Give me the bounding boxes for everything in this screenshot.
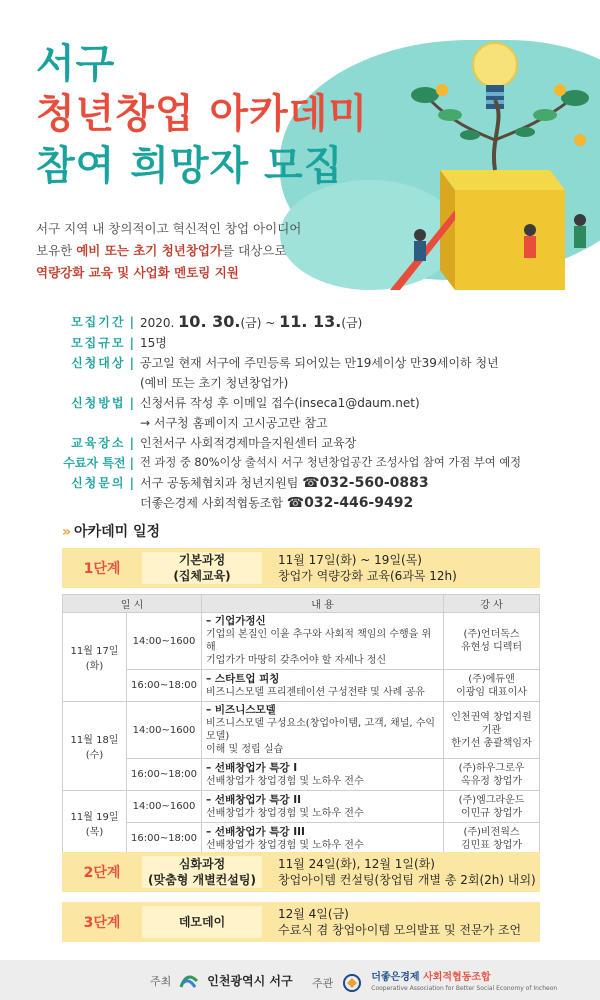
- schedule-table: [62, 594, 540, 855]
- content-title: – 비즈니스모델: [206, 704, 276, 716]
- stage-2-label: 2단계: [83, 865, 121, 881]
- table-row: [63, 791, 540, 823]
- instructor-name: 김민표 창업가: [460, 839, 523, 851]
- stage-2-name: [142, 856, 262, 888]
- table-row: [63, 759, 540, 791]
- header-content: 내 용: [202, 595, 444, 613]
- stage-2-name-2: (맞춤형 개별컨설팅): [148, 873, 256, 887]
- contact-org-2: 더좋은경제 사회적협동조합: [140, 496, 287, 510]
- content-desc-1: 선배창업가 창업경험 및 노하우 전수: [206, 839, 364, 851]
- period-year: 2020.: [140, 316, 179, 330]
- info-contact: [40, 473, 580, 513]
- content-desc-1: 기업의 본질인 이윤 추구와 사회적 책임의 수행을 위해: [206, 629, 432, 653]
- period-end-day: (금): [341, 316, 363, 330]
- instructor-cell: [444, 702, 540, 759]
- stage-3-desc: [262, 906, 540, 938]
- table-row: [63, 823, 540, 855]
- stage-3-banner: [62, 902, 540, 942]
- organizer-name: [371, 972, 557, 994]
- organizer-info: [312, 972, 557, 994]
- time-cell: 16:00~18:00: [127, 759, 202, 791]
- content-cell: [202, 702, 444, 759]
- stage-1-label: 1단계: [83, 561, 121, 577]
- method-line-1: 신청서류 작성 후 이메일 접수(inseca1@daum.net): [140, 396, 420, 410]
- period-value: [140, 312, 580, 333]
- contact-label: 신청문의 |: [40, 473, 140, 513]
- time-cell: 14:00~1600: [127, 613, 202, 670]
- period-end: 11. 13.: [279, 312, 342, 331]
- instructor-org: 인천권역 창업지원기관: [451, 711, 532, 736]
- info-scale: [40, 333, 580, 353]
- title-line-1: 서구: [36, 41, 116, 87]
- content-title: – 선배창업가 특강 III: [206, 825, 305, 838]
- contact-org-1: 서구 공동체협치과 청년지원팀: [140, 476, 303, 490]
- info-target: [40, 353, 580, 393]
- host-info: [150, 972, 293, 989]
- info-place: [40, 433, 580, 453]
- stage-1-name-2: (집체교육): [173, 569, 231, 583]
- content-cell: [202, 670, 444, 702]
- header-date: 일 시: [63, 595, 202, 613]
- title-line-3: 참여 희망자 모집: [36, 143, 344, 189]
- stage-3-label: 3단계: [83, 915, 121, 931]
- stage-2-name-1: 심화과정: [178, 857, 226, 871]
- header-instructor: 강 사: [444, 595, 540, 613]
- intro-emphasis: 예비 또는 초기 청년창업가: [76, 243, 223, 258]
- stage-3-name-1: 데모데이: [178, 915, 226, 929]
- time-cell: 14:00~1600: [127, 791, 202, 823]
- contact-phone-1: ☎032-560-0883: [302, 475, 429, 491]
- recruit-info: [40, 312, 580, 513]
- time-cell: 16:00~18:00: [127, 670, 202, 702]
- instructor-org: (주)비전웍스: [463, 826, 520, 838]
- table-row: [63, 613, 540, 670]
- table-header-row: [63, 595, 540, 613]
- host-label: 주최: [150, 974, 172, 988]
- place-label: 교육장소 |: [40, 433, 140, 453]
- method-label: 신청방법 |: [40, 393, 140, 433]
- intro-text-a: 보유한: [36, 243, 77, 258]
- stage-3-date: 12월 4일(금): [278, 907, 349, 921]
- title-line-2: 청년창업 아카데미: [36, 91, 369, 137]
- stage-2-desc: [262, 856, 540, 888]
- instructor-org: (주)에듀앤: [468, 673, 515, 685]
- table-row: [63, 670, 540, 702]
- period-mid: (금) ~: [240, 316, 280, 330]
- startup-illustration: [330, 20, 600, 310]
- time-cell: 14:00~1600: [127, 702, 202, 759]
- stage-1-name-1: 기본과정: [178, 553, 226, 567]
- table-row: [63, 702, 540, 759]
- stage-1-detail: 창업가 역량강화 교육(6과목 12h): [278, 569, 457, 583]
- stage-2-detail: 창업아이템 컨설팅(창업팀 개별 총 2회(2h) 내외): [278, 873, 536, 887]
- contact-line-2: [140, 493, 580, 513]
- organizer-logo-icon: [341, 974, 363, 992]
- content-cell: [202, 823, 444, 855]
- intro-text-b: 를 대상으로: [222, 243, 287, 258]
- organizer-name-main: 더좋은경제: [371, 972, 420, 983]
- instructor-name: 한기선 총괄책임자: [451, 737, 532, 749]
- instructor-name: 유현성 디렉터: [460, 642, 523, 653]
- scale-label: 모집규모 |: [40, 333, 140, 353]
- content-desc-1: 선배창업가 창업경험 및 노하우 전수: [206, 807, 364, 819]
- target-label: 신청대상 |: [40, 353, 140, 393]
- day-cell: 11월 18일(수): [63, 702, 127, 791]
- content-cell: [202, 613, 444, 670]
- target-line-1: 공고일 현재 서구에 주민등록 되어있는 만19세이상 만39세이하 청년: [140, 356, 499, 370]
- instructor-name: 이광임 대표이사: [456, 686, 527, 698]
- content-title: – 선배창업가 특강 I: [206, 761, 298, 774]
- intro-line-3: 역량강화 교육 및 사업화 멘토링 지원: [36, 265, 239, 280]
- host-org: 인천광역시 서구: [207, 974, 293, 988]
- schedule-title: 아카데미 일정: [74, 524, 161, 540]
- content-title: – 선배창업가 특강 II: [206, 793, 302, 806]
- schedule-heading: [62, 521, 160, 541]
- content-cell: [202, 791, 444, 823]
- content-desc-2: 이해 및 정립 실습: [206, 744, 284, 755]
- period-start: 10. 30.: [178, 312, 241, 331]
- day-cell: 11월 19일(목): [63, 791, 127, 855]
- instructor-name: 옥유정 창업가: [460, 775, 523, 787]
- instructor-cell: [444, 759, 540, 791]
- instructor-org: (주)언더독스: [463, 629, 520, 640]
- stage-3-name: [142, 906, 262, 938]
- place-value: 인천서구 사회적경제마을지원센터 교육장: [140, 436, 357, 450]
- content-title: – 기업가정신: [206, 615, 266, 627]
- instructor-org: (주)엠그라운드: [458, 794, 525, 806]
- instructor-cell: [444, 823, 540, 855]
- content-desc-1: 비즈니스모델 프리젠테이션 구성전략 및 사례 공유: [206, 686, 425, 698]
- footer: [0, 960, 600, 1000]
- chevron-right-icon: »: [62, 524, 69, 540]
- stage-2-banner: [62, 852, 540, 892]
- intro-line-2: [36, 240, 301, 262]
- instructor-cell: [444, 791, 540, 823]
- content-desc-1: 비즈니스모델 구성요소(창업아이템, 고객, 채널, 수익모델): [206, 718, 436, 742]
- instructor-org: (주)하우그로우: [458, 762, 525, 774]
- info-method: [40, 393, 580, 433]
- stage-1-date: 11월 17일(화) ~ 19일(목): [278, 553, 422, 567]
- benefit-label: 수료자 특전 |: [40, 453, 140, 473]
- benefit-value: 전 과정 중 80%이상 출석시 서구 청년창업공간 조성사업 참여 가점 부여 예정: [140, 456, 522, 469]
- contact-phone-2: ☎032-446-9492: [286, 495, 414, 511]
- stage-1-banner: [62, 548, 540, 588]
- scale-value: 15명: [140, 336, 167, 350]
- intro-text: [36, 218, 301, 284]
- method-line-2: → 서구청 홈페이지 고시공고란 참고: [140, 416, 328, 430]
- content-title: – 스타트업 피칭: [206, 672, 280, 685]
- hero-section: [0, 0, 600, 310]
- stage-2-date: 11월 24일(화), 12월 1일(화): [278, 857, 435, 871]
- organizer-name-type: 사회적협동조합: [423, 972, 491, 983]
- target-line-2: (예비 또는 초기 청년창업가): [140, 376, 289, 390]
- method-value: [140, 393, 580, 433]
- content-cell: [202, 759, 444, 791]
- time-cell: 16:00~18:00: [127, 823, 202, 855]
- day-cell: 11월 17일(화): [63, 613, 127, 702]
- contact-line-1: [140, 473, 580, 493]
- info-period: [40, 312, 580, 333]
- organizer-subtitle: Cooperative Association for Better Social Economy of Incheon: [371, 985, 558, 992]
- content-desc-2: 기업가가 마땅히 갖추어야 할 자세나 정신: [206, 655, 387, 666]
- organizer-label: 주관: [312, 977, 334, 990]
- info-benefit: [40, 453, 580, 473]
- contact-value: [140, 473, 580, 513]
- target-value: [140, 353, 580, 393]
- seogu-logo-icon: [179, 973, 199, 989]
- instructor-cell: [444, 613, 540, 670]
- content-desc-1: 선배창업가 창업경험 및 노하우 전수: [206, 775, 364, 787]
- stage-1-name: [142, 552, 262, 584]
- instructor-cell: [444, 670, 540, 702]
- instructor-name: 이민규 창업가: [460, 807, 523, 819]
- stage-3-detail: 수료식 겸 창업아이템 모의발표 및 전문가 조언: [278, 923, 522, 937]
- period-label: 모집기간 |: [40, 312, 140, 333]
- stage-1-desc: [262, 552, 540, 584]
- intro-line-1: 서구 지역 내 창의적이고 혁신적인 창업 아이디어: [36, 221, 302, 236]
